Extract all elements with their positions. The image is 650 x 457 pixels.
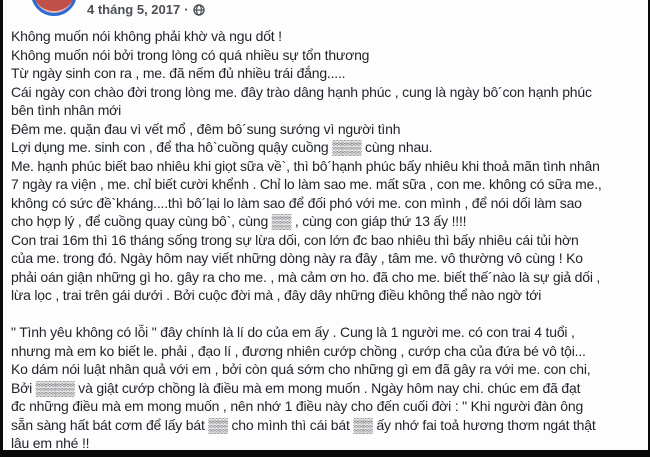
- post-text-line: Từ ngày sinh con ra , me. đã nếm đủ nhiều trái đắng.....: [11, 65, 346, 81]
- post-text-line: đc những điều mà em mong muốn , nên nhớ 1 điều này cho đến cuối đời : " Khi người đàn ông: [11, 398, 584, 414]
- post-text-line: không có sức đề`kháng....thì bô´lại lo làm sao để đối phó với me. con mình , để nói dối làm sao: [11, 194, 582, 211]
- post-text-line: [11, 305, 646, 324]
- post-text-line: lừa lọc , trai trên gái dưới . Bởi cuộc đời mà , đây dây những điều không thể nào ngờ tới: [11, 287, 542, 303]
- avatar[interactable]: [31, 0, 77, 16]
- meta-separator: ·: [184, 2, 189, 17]
- post-text-line: cho hợp lý , để cuồng quay cùng bô`, cùng ▒▒ , cùng con giáp thứ 13 ấy !!!!: [11, 213, 467, 229]
- post-text-line: Con trai 16m thì 16 tháng sống trong sự lừa dối, con lớn đc bao nhiêu thì bấy nhiêu cái tủi hờn: [11, 231, 579, 248]
- post-text-line: Cái ngày con chào đời trong lòng me. đây trào dâng hạnh phúc , cung là ngày bô´con hạnh phúc: [11, 83, 592, 100]
- post-timestamp[interactable]: 4 tháng 5, 2017: [87, 2, 181, 17]
- post-text-line: Không muốn nói không phải khờ và ngu dốt !: [11, 28, 282, 44]
- post-text-line: Me. hạnh phúc biết bao nhiêu khi giọt sữa về`, thì bô´hạnh phúc bấy nhiêu khi thoả mãn tình nhân: [11, 157, 600, 174]
- post-meta: [87, 2, 205, 17]
- post-text-line: sẵn sàng hất bát cơm để lấy bát ▒▒ cho mình thì cái bát ▒▒ ấy nhớ fai toả hương thơm ngát thật: [11, 416, 596, 433]
- post-text-line: Lợi dụng me. sinh con , để tha hô`cuồng quậy cuồng ▒▒▒ cùng nhau.: [11, 139, 433, 155]
- post-text-line: 7 ngày ra viện , me. chỉ biết cười khểnh . Chỉ lo làm sao me. mất sữa , con me. không có sữa me.,: [11, 176, 602, 192]
- globe-icon: [193, 4, 205, 16]
- post-text-line: phải oán giận những gì ho. gây ra cho me. , mà cảm ơn ho. đã cho me. biết thế´nào là sự giả dối ,: [11, 268, 601, 285]
- post-text-line: " Tình yêu không có lỗi " đây chính là lí do của em ấy . Cung là 1 người me. có con trai 4 tuổi ,: [11, 324, 575, 340]
- post-body-text: [3, 23, 648, 450]
- post-text-line: lâu em nhé !!: [11, 435, 90, 450]
- post-text-line: bên tình nhân mới: [11, 102, 122, 118]
- post-header: [3, 0, 648, 23]
- post-text-line: Ko dám nói luật nhân quả với em , bởi còn quá sớm cho những gì em đã gây ra với me. con chi,: [11, 361, 591, 377]
- post-text-line: Đêm me. quặn đau vì vết mổ , đêm bô´sung sướng vì người tình: [11, 120, 401, 137]
- post-text-line: của me. trong đó. Ngày hôm nay viết những dòng này ra đây , tâm me. vô thường vô cùng ! Ko: [11, 250, 583, 266]
- facebook-post: [3, 0, 648, 450]
- post-text-line: nhưng mà em ko biết le. phải , đạo lí , đương nhiên cướp chồng , cướp cha của đứa bé vô tội...: [11, 342, 586, 359]
- post-text-line: Bởi ▒▒▒▒ và giật cướp chồng là điều mà em mong muốn . Ngày hôm nay chi. chúc em đã đạt: [11, 379, 581, 396]
- post-text-line: Không muốn nói bởi trong lòng có quá nhiều sự tổn thương: [11, 46, 370, 63]
